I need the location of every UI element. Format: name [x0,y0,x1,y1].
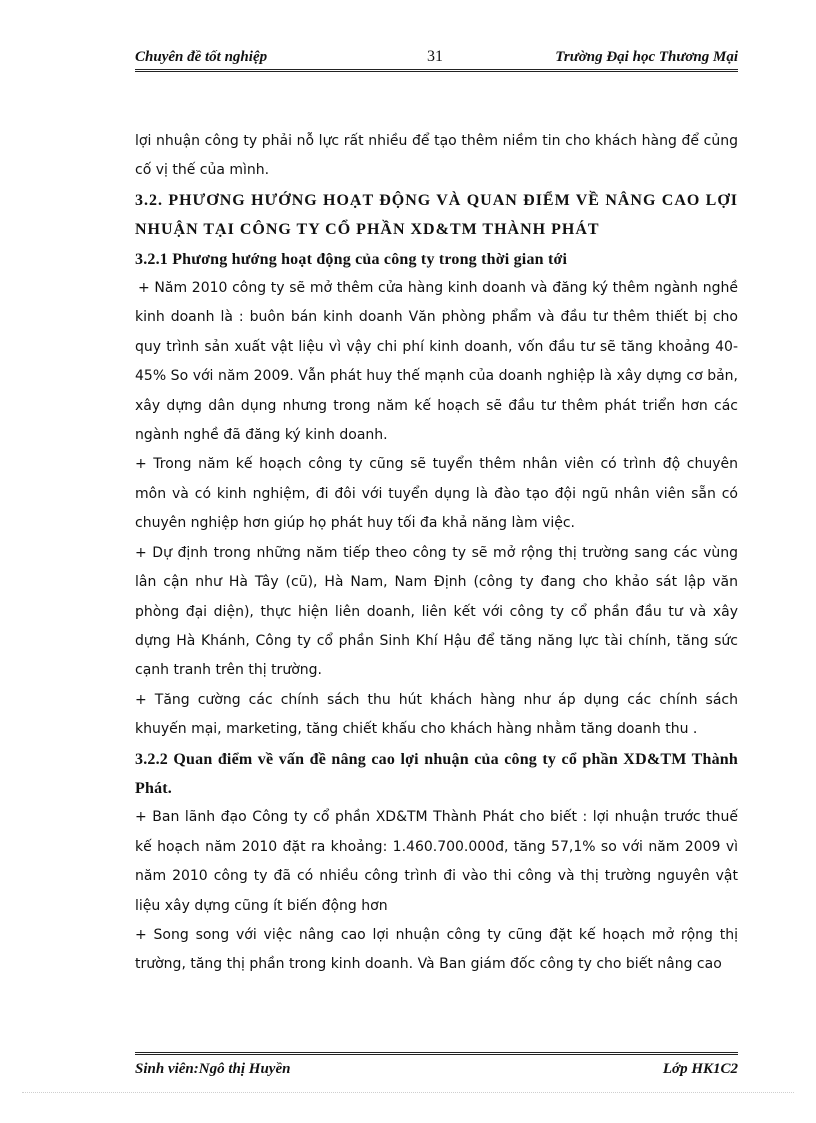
page-footer [135,1052,738,1083]
footer-class: Lớp HK1C2 [662,1061,738,1077]
paragraph-intro: lợi nhuận công ty phải nỗ lực rất nhiều để tạo thêm niềm tin cho khách hàng để củng cố vị thế của mình. [135,133,738,179]
paragraph-recruitment: + Trong năm kế hoạch công ty cũng sẽ tuyển thêm nhân viên có trình độ chuyên môn và có kinh nghiệm, đi đôi với tuyển dụng là đào tạo đội ngũ nhân viên sẵn có chuyên nghiệp hơn giúp họ phát huy tối đa khả năng làm việc. [135,456,738,532]
section-heading-3-2: 3.2. PHƯƠNG HƯỚNG HOẠT ĐỘNG VÀ QUAN ĐIỂM VỀ NÂNG CAO LỢI NHUẬN TẠI CÔNG TY CỔ PHẦN XD&TM THÀNH PHÁT [135,191,738,239]
page-content [135,127,738,980]
paragraph-market-expansion: + Dự định trong những năm tiếp theo công ty sẽ mở rộng thị trường sang các vùng lân cận như Hà Tây (cũ), Hà Nam, Nam Định (công ty đang cho khảo sát lập văn phòng đại diện), thực hiện liên doanh, liên kết với công ty cổ phần đầu tư và xây dựng Hà Khánh, Công ty cổ phần Sinh Khí Hậu để tăng năng lực tài chính, tăng sức cạnh tranh trên thị trường. [135,544,738,679]
page-bottom-edge [22,1092,794,1093]
page-header [135,47,738,72]
paragraph-profit-target: + Ban lãnh đạo Công ty cổ phần XD&TM Thành Phát cho biết : lợi nhuận trước thuế kế hoạch năm 2010 đặt ra khoảng: 1.460.700.000đ, tăng 57,1% so với năm 2009 vì năm 2010 công ty đã có nhiều công trình đi vào thi công và thị trường nguyên vật liệu xây dựng cũng ít biến động hơn [135,809,738,914]
subsection-heading-3-2-2: 3.2.2 Quan điểm về vấn đề nâng cao lợi nhuận của công ty cổ phần XD&TM Thành Phát. [135,750,738,797]
paragraph-plan-2010: + Năm 2010 công ty sẽ mở thêm cửa hàng kinh doanh và đăng ký thêm ngành nghề kinh doanh là : buôn bán kinh doanh Văn phòng phẩm và đầu tư thêm thiết bị cho quy trình sản xuất vật liệu vì vậy chi phí kinh doanh, vốn đầu tư sẽ tăng khoảng 40-45% So với năm 2009. Vẫn phát huy thế mạnh của doanh nghiệp là xây dựng cơ bản, xây dựng dân dụng nhưng trong năm kế hoạch sẽ đầu tư thêm phát triển hơn các ngành nghề đã đăng ký kinh doanh. [135,280,738,444]
footer-student-name: Sinh viên:Ngô thị Huyền [135,1061,291,1077]
page-number: 31 [427,48,443,65]
paragraph-market-share: + Song song với việc nâng cao lợi nhuận công ty cũng đặt kế hoạch mở rộng thị trường, tăng thị phần trong kinh doanh. Và Ban giám đốc công ty cho biết nâng cao [135,926,738,973]
header-document-title: Chuyên đề tốt nghiệp [135,49,268,65]
subsection-heading-3-2-1: 3.2.1 Phương hướng hoạt động của công ty trong thời gian tới [135,250,568,268]
header-university: Trường Đại học Thương Mại [555,49,738,65]
paragraph-customer-policy: + Tăng cường các chính sách thu hút khách hàng như áp dụng các chính sách khuyến mại, marketing, tăng chiết khấu cho khách hàng nhằm tăng doanh thu . [135,691,738,738]
